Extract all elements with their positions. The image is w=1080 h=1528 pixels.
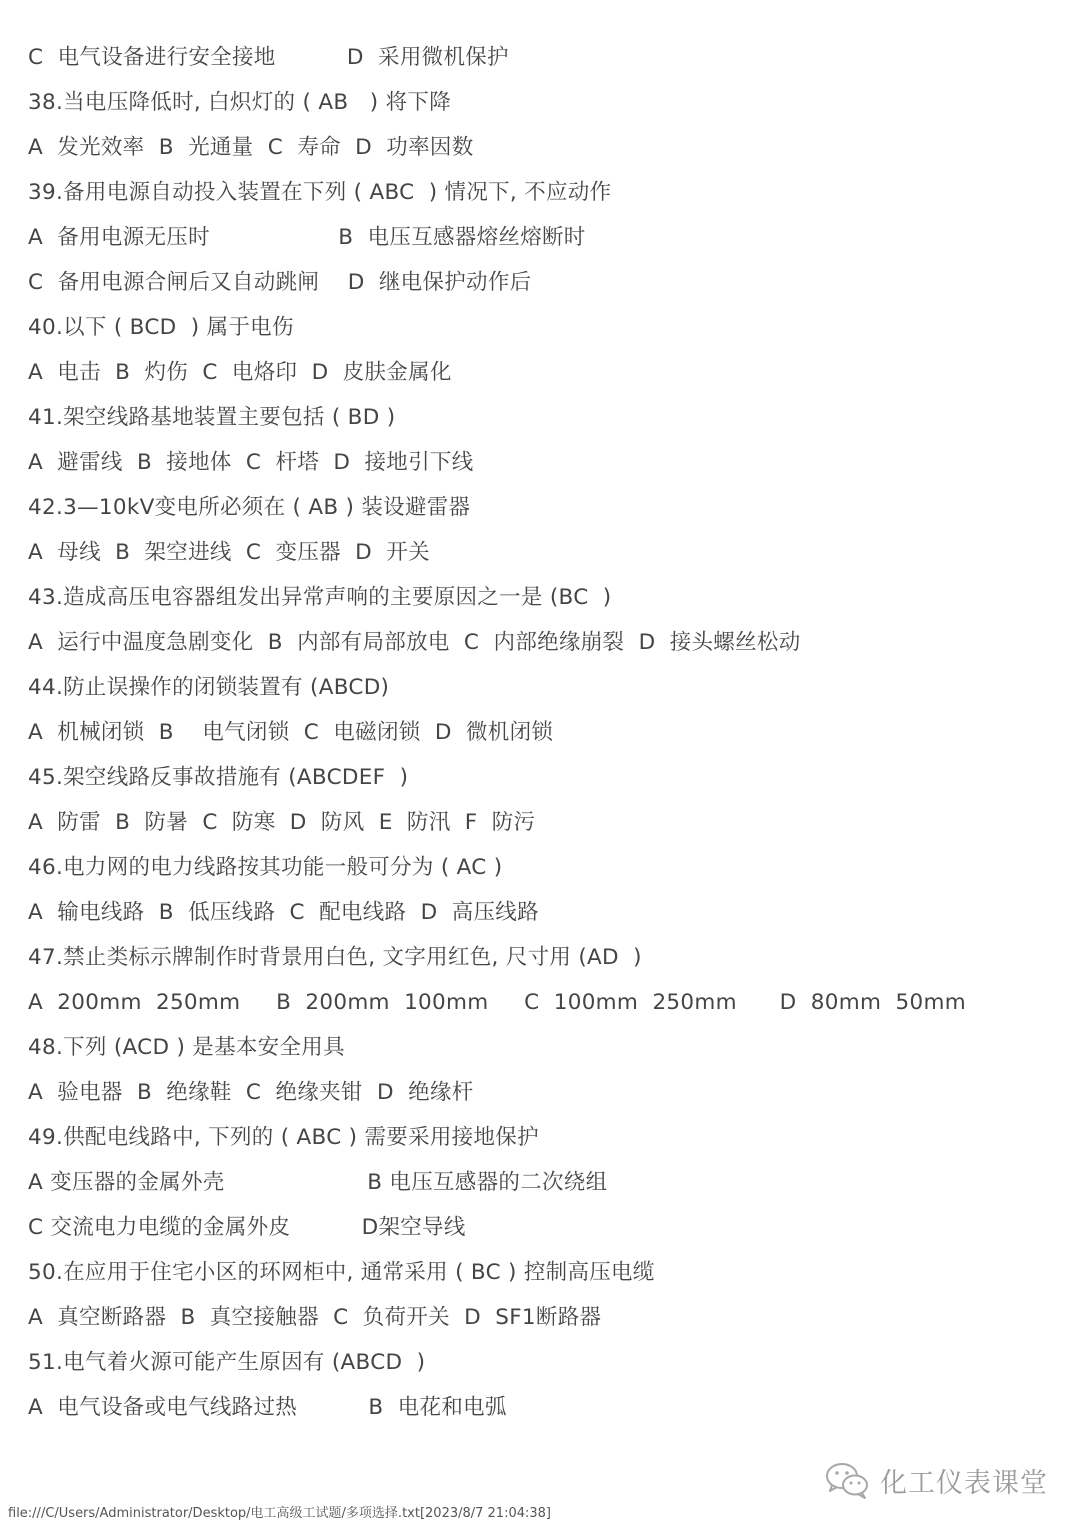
text-line: 50.在应用于住宅小区的环网柜中, 通常采用 ( BC ) 控制高压电缆 [28, 1260, 655, 1285]
text-line: A 机械闭锁 B 电气闭锁 C 电磁闭锁 D 微机闭锁 [28, 720, 554, 745]
text-line: C 电气设备进行安全接地 D 采用微机保护 [28, 45, 509, 70]
text-line: 49.供配电线路中, 下列的 ( ABC ) 需要采用接地保护 [28, 1125, 539, 1150]
file-path-footer: file:///C/Users/Administrator/Desktop/电工高级工试题/多项选择.txt[2023/8/7 21:04:38] [8, 1506, 551, 1521]
text-line: 48.下列 (ACD ) 是基本安全用具 [28, 1035, 345, 1060]
text-line: A 发光效率 B 光通量 C 寿命 D 功率因数 [28, 135, 474, 160]
text-line: 38.当电压降低时, 白炽灯的 ( AB ) 将下降 [28, 90, 452, 115]
text-line: 51.电气着火源可能产生原因有 (ABCD ) [28, 1350, 426, 1375]
text-line: A 输电线路 B 低压线路 C 配电线路 D 高压线路 [28, 900, 539, 925]
text-line: A 真空断路器 B 真空接触器 C 负荷开关 D SF1断路器 [28, 1305, 602, 1330]
text-line: A 母线 B 架空进线 C 变压器 D 开关 [28, 540, 430, 565]
text-line: C 备用电源合闸后又自动跳闸 D 继电保护动作后 [28, 270, 532, 295]
text-line: 39.备用电源自动投入装置在下列 ( ABC ) 情况下, 不应动作 [28, 180, 612, 205]
text-line: 47.禁止类标示牌制作时背景用白色, 文字用红色, 尺寸用 (AD ) [28, 945, 642, 970]
text-line: A 防雷 B 防暑 C 防寒 D 防风 E 防汛 F 防污 [28, 810, 536, 835]
watermark [824, 1452, 1048, 1508]
text-line: 43.造成高压电容器组发出异常声响的主要原因之一是 (BC ) [28, 585, 612, 610]
text-line: 40.以下 ( BCD ) 属于电伤 [28, 315, 294, 340]
document-body [28, 40, 1058, 1435]
text-line: 44.防止误操作的闭锁装置有 (ABCD) [28, 675, 390, 700]
text-line: A 运行中温度急剧变化 B 内部有局部放电 C 内部绝缘崩裂 D 接头螺丝松动 [28, 630, 801, 655]
text-line: 42.3—10kV变电所必须在 ( AB ) 装设避雷器 [28, 495, 471, 520]
text-line: A 验电器 B 绝缘鞋 C 绝缘夹钳 D 绝缘杆 [28, 1080, 474, 1105]
text-line: A 电击 B 灼伤 C 电烙印 D 皮肤金属化 [28, 360, 452, 385]
text-line: A 变压器的金属外壳 B 电压互感器的二次绕组 [28, 1170, 608, 1195]
wechat-icon [824, 1460, 870, 1500]
text-line: A 200mm 250mm B 200mm 100mm C 100mm 250mm D 80mm 50mm [28, 990, 966, 1015]
text-line: 41.架空线路基地装置主要包括 ( BD ) [28, 405, 396, 430]
text-line: A 备用电源无压时 B 电压互感器熔丝熔断时 [28, 225, 586, 250]
watermark-text: 化工仪表课堂 [880, 1467, 1048, 1499]
text-line: C 交流电力电缆的金属外皮 D架空导线 [28, 1215, 466, 1240]
text-line: 45.架空线路反事故措施有 (ABCDEF ) [28, 765, 409, 790]
text-line: 46.电力网的电力线路按其功能一般可分为 ( AC ) [28, 855, 503, 880]
text-line: A 避雷线 B 接地体 C 杆塔 D 接地引下线 [28, 450, 474, 475]
text-line: A 电气设备或电气线路过热 B 电花和电弧 [28, 1395, 507, 1420]
